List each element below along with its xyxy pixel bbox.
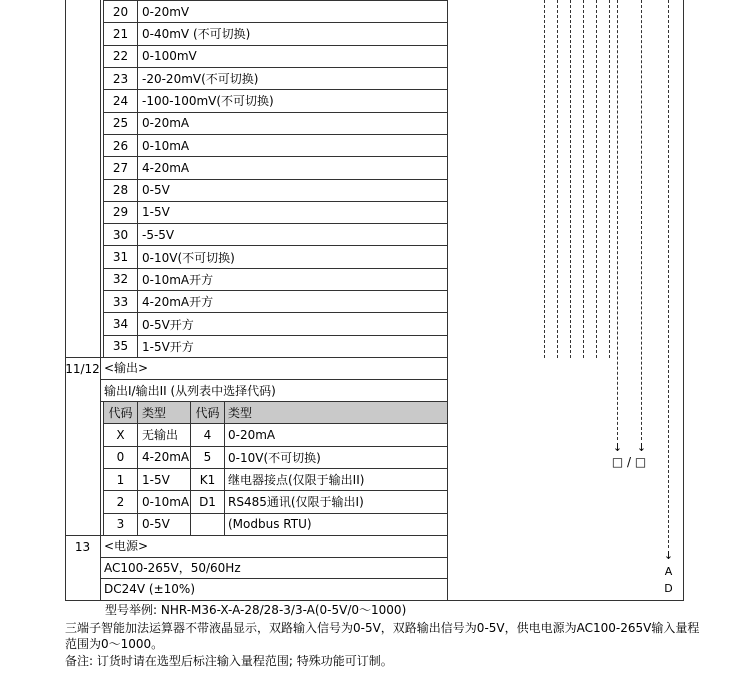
output-type: 1-5V [138, 469, 191, 490]
output-section-title: <输出> [104, 361, 149, 375]
table-row [104, 269, 447, 291]
description-line1: 三端子智能加法运算器不带液晶显示，双路输入信号为0-5V，双路输出信号为0-5V，供电电源为AC100-265V输入量程 [65, 621, 700, 635]
table-row [104, 68, 447, 90]
signal-code: 35 [104, 336, 138, 357]
row-number: 11/12 [65, 362, 100, 376]
signal-range: 0-40mV (不可切换) [142, 27, 251, 42]
signal-code: 24 [104, 90, 138, 111]
row-number: 13 [74, 540, 91, 554]
output-code: 3 [104, 514, 138, 535]
power-code-d: D [664, 582, 673, 595]
output-type: 0-20mA [228, 427, 276, 442]
signal-code: 25 [104, 113, 138, 134]
signal-range: 0-5V开方 [142, 317, 194, 332]
table-row [104, 46, 447, 68]
row-number-divider [100, 0, 101, 600]
power-code-a: A [664, 565, 673, 578]
signal-code: 29 [104, 202, 138, 223]
output-code: 2 [104, 491, 138, 512]
output-code: 5 [191, 447, 225, 468]
table-bottom-border [65, 600, 684, 601]
signal-code: 26 [104, 135, 138, 156]
table-row [104, 491, 447, 513]
table-row [104, 336, 447, 357]
output-code-table [103, 402, 447, 535]
table-row [104, 469, 447, 491]
table-row [104, 514, 447, 535]
output-selection-boxes: □ / □ [611, 455, 647, 469]
signal-range: 0-5V [142, 183, 170, 198]
output-code: D1 [191, 491, 225, 512]
signal-code: 28 [104, 180, 138, 201]
power-section-title: <电源> [104, 539, 149, 553]
signal-code: 20 [104, 1, 138, 22]
table-row [104, 447, 447, 469]
signal-code: 27 [104, 157, 138, 178]
output-code: 0 [104, 447, 138, 468]
table-row [104, 157, 447, 179]
signal-code: 23 [104, 68, 138, 89]
output-type: 4-20mA [138, 447, 191, 468]
down-arrow-icon: ↓ [612, 441, 623, 454]
selection-line [583, 0, 584, 358]
signal-range: -20-20mV(不可切换) [142, 72, 259, 87]
selection-line [544, 0, 545, 358]
signal-code: 32 [104, 269, 138, 290]
table-row [104, 424, 447, 446]
output-type: 无输出 [138, 424, 191, 445]
order-note: 备注: 订货时请在选型后标注输入量程范围; 特殊功能可订制。 [65, 654, 393, 668]
table-row [104, 291, 447, 313]
table-row [104, 113, 447, 135]
power-option: DC24V (±10%) [104, 582, 196, 596]
divider [100, 578, 448, 579]
selection-line-output2 [641, 0, 642, 440]
signal-range: 0-10mA开方 [142, 272, 214, 287]
output-section-subtitle: 输出I/输出II (从列表中选择代码) [104, 384, 276, 398]
output-type: RS485通讯(仅限于输出I) [228, 495, 364, 510]
model-example: 型号举例: NHR-M36-X-A-28/28-3/3-A(0-5V/0～1000) [105, 603, 407, 617]
output-type: 0-10V(不可切换) [228, 450, 321, 465]
signal-range: 1-5V [142, 205, 170, 220]
divider [100, 379, 448, 380]
output-type: 继电器接点(仅限于输出II) [228, 473, 365, 488]
signal-code: 21 [104, 23, 138, 44]
output-code: X [104, 424, 138, 445]
header-type: 类型 [228, 406, 253, 421]
signal-code: 30 [104, 224, 138, 245]
signal-range: 4-20mA [142, 160, 190, 175]
down-arrow-icon: ↓ [663, 549, 674, 562]
signal-code-table [103, 1, 447, 357]
selection-line [557, 0, 558, 358]
power-option: AC100-265V，50/60Hz [104, 561, 241, 575]
selection-line [609, 0, 610, 358]
selection-line [596, 0, 597, 358]
table-right-border [683, 0, 684, 600]
table-row [104, 246, 447, 268]
output-code [191, 514, 225, 535]
content-right-border [447, 0, 448, 600]
table-row [104, 90, 447, 112]
signal-range: 0-20mA [142, 116, 190, 131]
signal-range: 0-10V(不可切换) [142, 250, 235, 265]
description-line2: 范围为0～1000。 [65, 637, 164, 651]
header-code: 代码 [191, 402, 225, 423]
header-type: 类型 [138, 402, 191, 423]
signal-code: 22 [104, 46, 138, 67]
selection-line-power [668, 0, 669, 548]
output-code: 1 [104, 469, 138, 490]
signal-code: 33 [104, 291, 138, 312]
table-row [104, 313, 447, 335]
table-left-border [65, 0, 66, 600]
table-row [104, 1, 447, 23]
output-type: 0-5V [138, 514, 191, 535]
signal-range: 0-20mV [142, 4, 190, 19]
table-row [104, 180, 447, 202]
output-type: (Modbus RTU) [228, 517, 312, 532]
signal-range: 0-100mV [142, 49, 197, 64]
signal-code: 31 [104, 246, 138, 267]
output-type: 0-10mA [138, 491, 191, 512]
header-code: 代码 [104, 402, 138, 423]
section-divider [65, 357, 448, 358]
output-code: K1 [191, 469, 225, 490]
down-arrow-icon: ↓ [636, 441, 647, 454]
divider [100, 557, 448, 558]
signal-range: -5-5V [142, 227, 175, 242]
signal-code: 34 [104, 313, 138, 334]
signal-range: 4-20mA开方 [142, 295, 214, 310]
table-row [104, 224, 447, 246]
signal-range: 1-5V开方 [142, 339, 194, 354]
selection-line [570, 0, 571, 358]
table-row [104, 135, 447, 157]
signal-range: -100-100mV(不可切换) [142, 94, 274, 109]
table-row [104, 23, 447, 45]
selection-line-output1 [617, 0, 618, 440]
table-row [104, 202, 447, 224]
output-code: 4 [191, 424, 225, 445]
table-header-row [104, 402, 447, 424]
signal-range: 0-10mA [142, 138, 190, 153]
section-divider [65, 535, 448, 536]
